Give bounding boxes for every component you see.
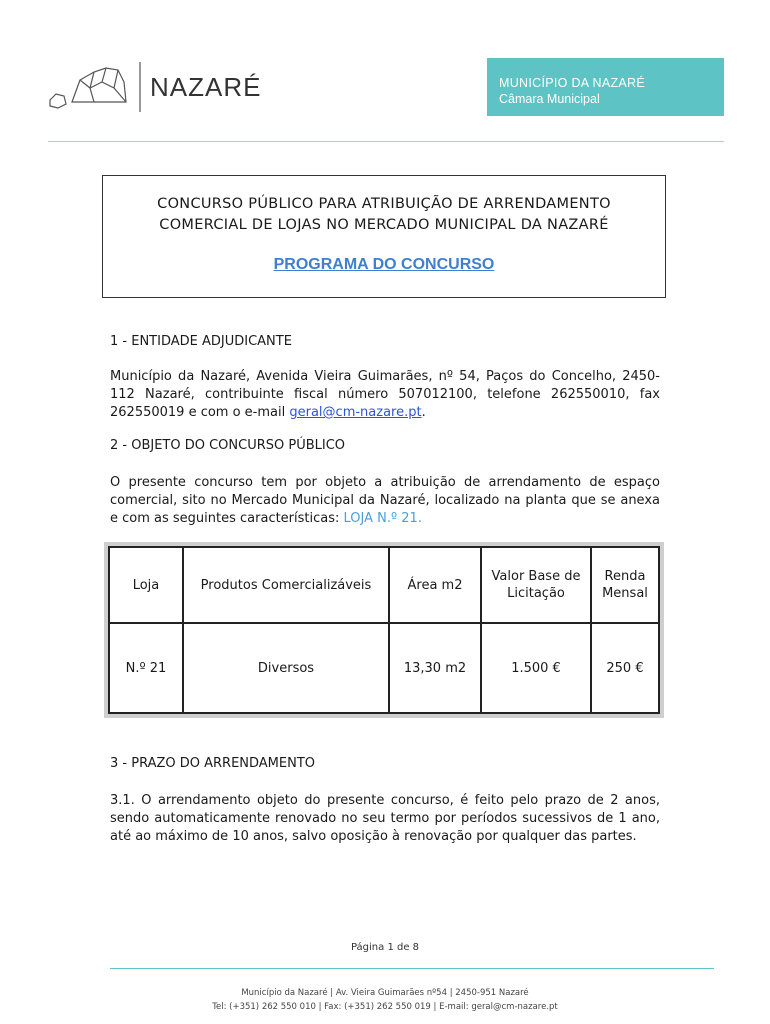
shop-number-highlight: LOJA N.º 21. bbox=[343, 511, 422, 526]
section-2-heading: 2 - OBJETO DO CONCURSO PÚBLICO bbox=[110, 438, 346, 453]
document-subtitle: PROGRAMA DO CONCURSO bbox=[273, 256, 495, 273]
brand-line-2: Câmara Municipal bbox=[499, 92, 600, 106]
header-cell-loja: Loja bbox=[109, 547, 183, 623]
cell-area: 13,30 m2 bbox=[389, 623, 481, 713]
header-divider bbox=[48, 141, 724, 142]
section-1-text: Município da Nazaré, Avenida Vieira Guimarães, nº 54, Paços do Concelho, 2450-112 Nazaré, contribuinte fiscal número 507012100, telefone 262550010, fax 262550019 e com o e-mail bbox=[110, 369, 660, 420]
section-1-end: . bbox=[421, 405, 426, 420]
page-header bbox=[0, 0, 770, 145]
document-title-line-1: CONCURSO PÚBLICO PARA ATRIBUIÇÃO DE ARRENDAMENTO bbox=[157, 196, 611, 212]
header-cell-produtos: Produtos Comercializáveis bbox=[183, 547, 389, 623]
brand-line-1: MUNICÍPIO DA NAZARÉ bbox=[499, 76, 645, 90]
header-cell-area: Área m2 bbox=[389, 547, 481, 623]
email-link[interactable]: geral@cm-nazare.pt bbox=[289, 405, 422, 420]
footer-contacts: Tel: (+351) 262 550 010 | Fax: (+351) 262 550 019 | E-mail: geral@cm-nazare.pt bbox=[212, 1002, 558, 1012]
section-2-paragraph bbox=[110, 474, 660, 528]
header-cell-renda: Renda Mensal bbox=[591, 547, 659, 623]
cell-loja: N.º 21 bbox=[109, 623, 183, 713]
header-cell-valor-base: Valor Base de Licitação bbox=[481, 547, 591, 623]
footer-address: Município da Nazaré | Av. Vieira Guimarães nº54 | 2450-951 Nazaré bbox=[241, 988, 529, 998]
cell-renda: 250 € bbox=[591, 623, 659, 713]
section-1-heading: 1 - ENTIDADE ADJUDICANTE bbox=[110, 334, 292, 349]
title-box bbox=[102, 175, 666, 298]
section-2-text: O presente concurso tem por objeto a atribuição de arrendamento de espaço comercial, sito no Mercado Municipal da Nazaré, localizado na planta que se anexa e com as seguintes características: bbox=[110, 475, 660, 526]
table-row bbox=[109, 623, 659, 713]
logo-wordmark: NAZARÉ bbox=[150, 72, 262, 102]
page-number: Página 1 de 8 bbox=[350, 942, 420, 953]
section-3-paragraph: 3.1. O arrendamento objeto do presente concurso, é feito pelo prazo de 2 anos, sendo automaticamente renovado no seu termo por períodos sucessivos de 1 ano, até ao máximo de 10 anos, salvo oposição à renovação por qualquer das partes. bbox=[110, 793, 660, 844]
document-title-line-2: COMERCIAL DE LOJAS NO MERCADO MUNICIPAL DA NAZARÉ bbox=[159, 217, 609, 233]
cell-valor-base: 1.500 € bbox=[481, 623, 591, 713]
shop-table-frame bbox=[104, 542, 664, 718]
section-1-paragraph bbox=[110, 368, 660, 422]
footer-divider bbox=[110, 968, 714, 969]
municipality-brand-box bbox=[487, 58, 724, 116]
shop-table bbox=[108, 546, 660, 714]
section-3-heading: 3 - PRAZO DO ARRENDAMENTO bbox=[110, 756, 316, 771]
table-header-row bbox=[109, 547, 659, 623]
cell-produtos: Diversos bbox=[183, 623, 389, 713]
